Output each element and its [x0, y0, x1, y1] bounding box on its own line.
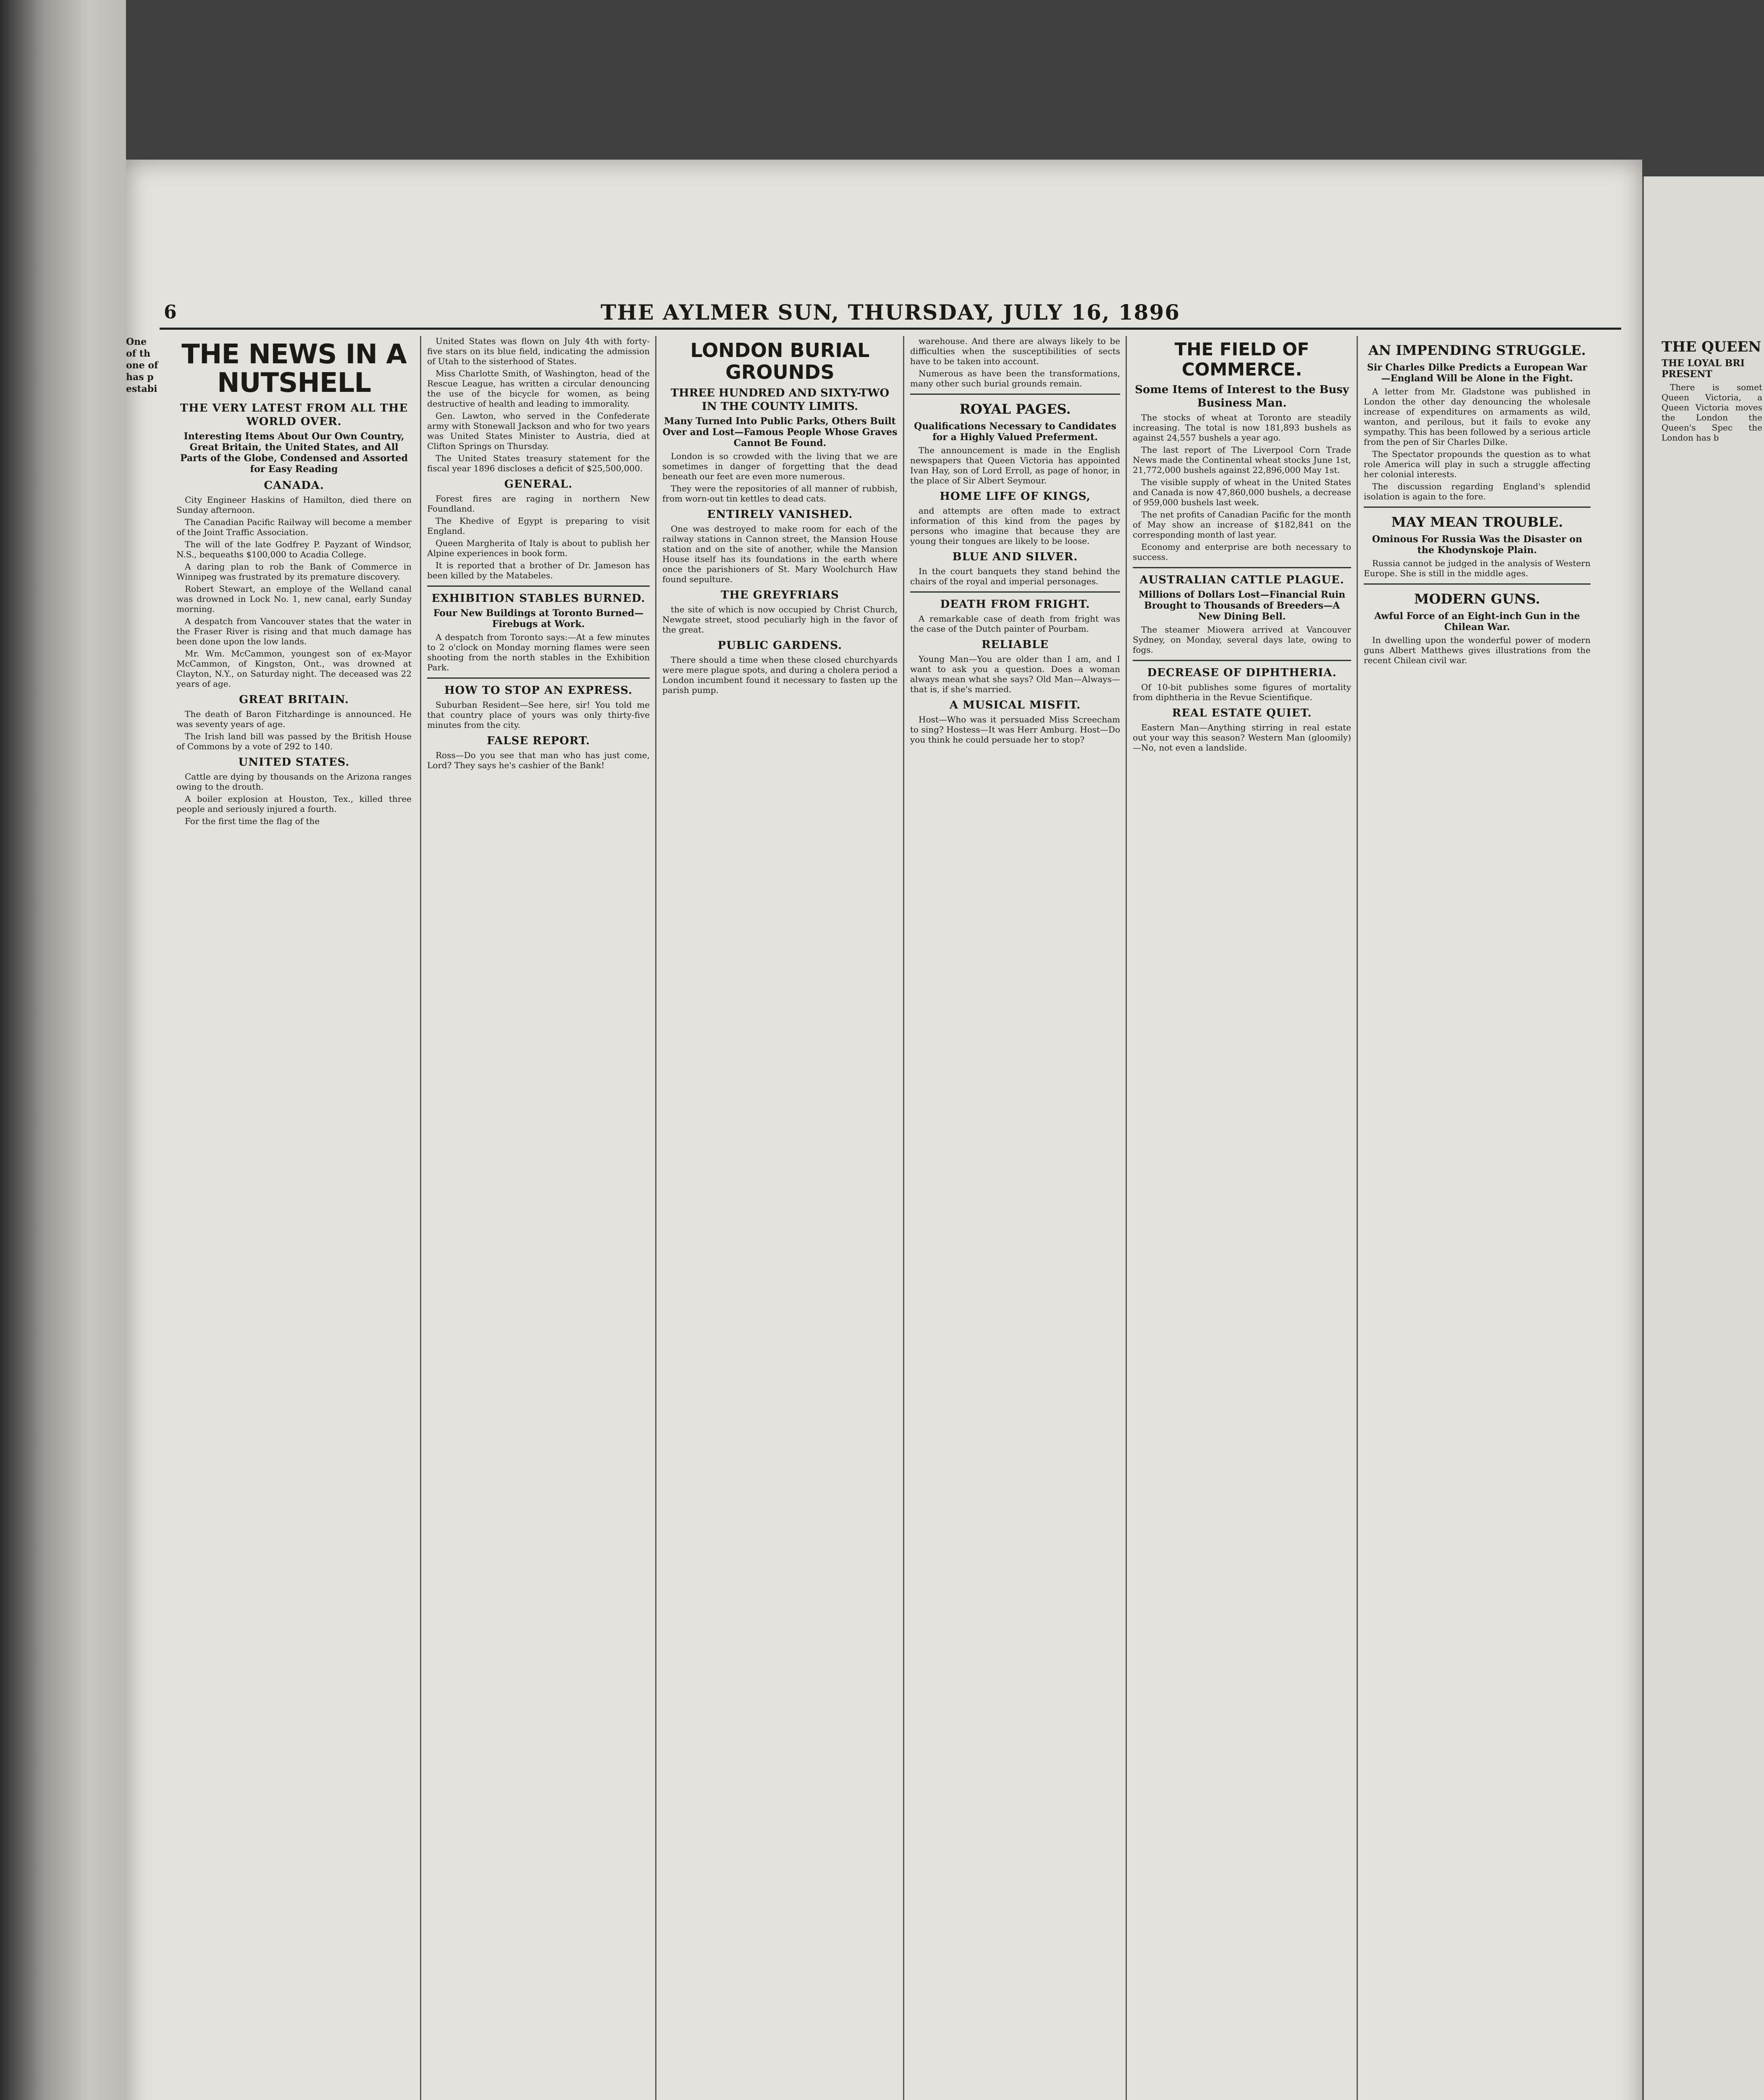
section-public-gardens: PUBLIC GARDENS. [717, 639, 843, 652]
divider [1133, 567, 1351, 568]
london-burial-headline: LONDON BURIAL GROUNDS [690, 339, 870, 383]
column-field-commerce [1126, 336, 1357, 2100]
fragment-line: One [126, 336, 147, 347]
divider [427, 585, 650, 587]
paragraph: A remarkable case of death from fright was the case of the Dutch painter of Pourbam. [910, 614, 1120, 634]
paragraph: and attempts are often made to extract information of this kind from the pages by persons who imagine that because they are young their tongues are likely to be loose. [910, 506, 1120, 546]
field-commerce-headline: THE FIELD OF COMMERCE. [1174, 339, 1310, 380]
paragraph: the site of which is now occupied by Christ Church, Newgate street, stood peculiarly high in the favor of the great. [662, 604, 898, 635]
section-blue-silver: BLUE AND SILVER. [952, 551, 1078, 563]
paragraph: For the first time the flag of the [185, 816, 320, 826]
paragraph: Young Man—You are older than I am, and I want to ask you a question. Does a woman always mean what she says? Old Man—Always—that is, if she's married. [910, 654, 1120, 694]
impending-struggle-deck: Sir Charles Dilke Predicts a European War—England Will be Alone in the Fight. [1367, 362, 1588, 384]
paragraph: The visible supply of wheat in the United States and Canada is now 47,860,000 bushels, a decrease of 959,000 bushels last week. [1133, 477, 1351, 507]
fragment-line: one of [126, 360, 158, 371]
paragraph: The United States treasury statement for the fiscal year 1896 discloses a deficit of $25,500,000. [427, 453, 650, 473]
paragraph: Economy and enterprise are both necessary to success. [1133, 542, 1351, 562]
paragraph: A daring plan to rob the Bank of Commerce in Winnipeg was frustrated by its premature discovery. [176, 562, 412, 582]
paragraph: warehouse. And there are always likely to be difficulties when the susceptibilities of sects have to be taken into account. [910, 336, 1120, 366]
the-queen-headline: THE QUEEN [1662, 339, 1761, 355]
paragraph: Russia cannot be judged in the analysis of Western Europe. She is still in the middle ages. [1364, 558, 1591, 578]
the-queen-deck: THE LOYAL BRI PRESENT [1662, 358, 1745, 380]
paragraph: The stocks of wheat at Toronto are steadily increasing. The total is now 181,893 bushels as against 24,557 bushels a year ago. [1133, 412, 1351, 443]
paragraph: The last report of The Liverpool Corn Trade News made the Continental wheat stocks June 1st, 21,772,000 bushels against 22,896,000 May 1st. [1133, 445, 1351, 475]
paragraph: A despatch from Vancouver states that the water in the Fraser River is rising and that much damage has been done upon the low lands. [176, 616, 412, 646]
royal-pages-deck: Qualifications Necessary to Candidates for a Highly Valued Preferment. [914, 421, 1116, 443]
paragraph: Numerous as have been the transformations, many other such burial grounds remain. [910, 368, 1120, 388]
paragraph: It is reported that a brother of Dr. Jameson has been killed by the Matabeles. [427, 560, 650, 580]
paragraph: In dwelling upon the wonderful power of modern guns Albert Matthews gives illustrations from the recent Chilean civil war. [1364, 635, 1591, 665]
trouble-deck: Ominous For Russia Was the Disaster on the Khodynskoje Plain. [1372, 534, 1583, 556]
paragraph: The Irish land bill was passed by the British House of Commons by a vote of 292 to 140. [176, 731, 412, 751]
london-burial-subdeck: Many Turned Into Public Parks, Others Built Over and Lost—Famous People Whose Graves Cannot Be Found. [662, 416, 898, 449]
paragraph: The will of the late Godfrey P. Payzant of Windsor, N.S., bequeaths $100,000 to Acadia College. [176, 539, 412, 559]
page-number: 6 [164, 302, 177, 323]
divider [910, 394, 1120, 395]
paragraph: Queen Margherita of Italy is about to publish her Alpine experiences in book form. [427, 538, 650, 558]
paragraph: Of 10-bit publishes some figures of mortality from diphtheria in the Revue Scientifique. [1133, 682, 1351, 702]
field-commerce-deck: Some Items of Interest to the Busy Business Man. [1135, 383, 1349, 410]
column-london-burial [655, 336, 903, 2100]
paragraph: United States was flown on July 4th with forty-five stars on its blue field, indicating the admission of Utah to the sisterhood of States. [427, 336, 650, 366]
paragraph: Miss Charlotte Smith, of Washington, head of the Rescue League, has written a circular denouncing the use of the bicycle for women, as being destructive of health and leading to immorality. [427, 368, 650, 409]
paragraph: The Canadian Pacific Railway will become a member of the Joint Traffic Association. [176, 517, 412, 537]
section-may-mean-trouble: MAY MEAN TROUBLE. [1391, 514, 1563, 530]
paragraph: The Khedive of Egypt is preparing to visit England. [427, 516, 650, 536]
column-impending-struggle [1357, 336, 1596, 2100]
column-royal-pages [903, 336, 1126, 2100]
paragraph: London is so crowded with the living that we are sometimes in danger of forgetting that the dead beneath our feet are even more numerous. [662, 451, 898, 481]
section-exhibition-stables: EXHIBITION STABLES BURNED. [431, 592, 646, 605]
section-general: GENERAL. [504, 478, 573, 491]
paragraph: City Engineer Haskins of Hamilton, died there on Sunday afternoon. [176, 495, 412, 515]
divider [910, 591, 1120, 593]
divider [1133, 660, 1351, 661]
section-modern-guns: MODERN GUNS. [1414, 591, 1540, 607]
section-false-report: FALSE REPORT. [487, 735, 590, 747]
paragraph: Forest fires are raging in northern New Foundland. [427, 494, 650, 514]
paragraph: Ross—Do you see that man who has just come, Lord? They says he's cashier of the Bank! [427, 750, 650, 770]
paragraph: Eastern Man—Anything stirring in real estate out your way this season? Western Man (gloomily)—No, not even a landslide. [1133, 722, 1351, 753]
column-the-queen [1659, 336, 1764, 2100]
divider [1364, 507, 1591, 508]
section-greyfriars: THE GREYFRIARS [721, 589, 839, 601]
section-great-britain: GREAT BRITAIN. [239, 693, 349, 706]
section-diphtheria: DECREASE OF DIPHTHERIA. [1147, 667, 1337, 679]
section-musical-misfit: A MUSICAL MISFIT. [949, 699, 1081, 711]
section-cattle-plague: AUSTRALIAN CATTLE PLAGUE. [1139, 574, 1344, 586]
paragraph: One was destroyed to make room for each of the railway stations in Cannon street, the Mansion House station and on the site of another, while the Mansion House itself has its foundations in the earth where once the parishioners of St. Mary Woolchurch Haw found sepulture. [662, 524, 898, 584]
london-burial-deck: THREE HUNDRED AND SIXTY-TWO IN THE COUNTY LIMITS. [670, 387, 890, 413]
paragraph: There should a time when these closed churchyards were mere plague spots, and during a cholera period a London incumbent found it necessary to fasten up the parish pump. [662, 655, 898, 695]
binding-margin [0, 0, 126, 2100]
column-continued-news [420, 336, 656, 2100]
paragraph: The death of Baron Fitzhardinge is announced. He was seventy years of age. [176, 709, 412, 729]
section-death-fright: DEATH FROM FRIGHT. [940, 598, 1090, 611]
paragraph: The announcement is made in the English newspapers that Queen Victoria has appointed Ivan Hay, son of Lord Erroll, as page of honor, in the place of Sir Albert Seymour. [910, 445, 1120, 486]
paragraph: The discussion regarding England's splendid isolation is again to the fore. [1364, 481, 1591, 501]
paragraph: The Spectator propounds the question as to what role America will play in such a struggle affecting her colonial interests. [1364, 449, 1591, 479]
paragraph: Gen. Lawton, who served in the Confederate army with Stonewall Jackson and who for two years was United States Minister to Austria, died at Clifton Springs on Thursday. [427, 411, 650, 451]
section-real-estate: REAL ESTATE QUIET. [1172, 707, 1312, 719]
paragraph: Robert Stewart, an employe of the Welland canal was drowned in Lock No. 1, new canal, early Sunday morning. [176, 584, 412, 614]
paragraph: There is somet Queen Victoria, a Queen Victoria moves the London the Queen's Spec the London has b [1662, 382, 1762, 443]
folio-line: THE AYLMER SUN, THURSDAY, JULY 16, 1896 [601, 300, 1180, 325]
section-home-life: HOME LIFE OF KINGS, [940, 490, 1091, 503]
section-united-states: UNITED STATES. [238, 756, 350, 769]
paragraph: Host—Who was it persuaded Miss Screecham to sing? Hostess—It was Herr Amburg. Host—Do you think he could persuade her to stop? [910, 714, 1120, 745]
section-reliable: RELIABLE [981, 638, 1049, 651]
section-stop-express: HOW TO STOP AN EXPRESS. [444, 684, 633, 697]
column-news-nutshell [176, 336, 417, 2100]
paragraph: The net profits of Canadian Pacific for the month of May show an increase of $182,841 on the corresponding month of last year. [1133, 509, 1351, 540]
paragraph: In the court banquets they stand behind the chairs of the royal and imperial personages. [910, 566, 1120, 586]
left-fragment [126, 336, 164, 395]
paragraph: Cattle are dying by thousands on the Arizona ranges owing to the drouth. [176, 772, 412, 792]
paragraph: Suburban Resident—See here, sir! You told me that country place of yours was only thirty-five minutes from the city. [427, 700, 650, 730]
news-nutshell-deck: THE VERY LATEST FROM ALL THE WORLD OVER. [180, 402, 408, 428]
section-royal-pages: ROYAL PAGES. [959, 401, 1071, 417]
stables-deck: Four New Buildings at Toronto Burned—Firebugs at Work. [433, 608, 644, 630]
fragment-line: has p [126, 372, 154, 383]
paragraph: Mr. Wm. McCammon, youngest son of ex-Mayor McCammon, of Kingston, Ont., was drowned at Clayton, N.Y., on Saturday night. The deceased was 22 years of age. [176, 648, 412, 689]
paragraph: A despatch from Toronto says:—At a few minutes to 2 o'clock on Monday morning flames were seen shooting from the north stables in the Exhibition Park. [427, 632, 650, 672]
fragment-line: estabi [126, 383, 158, 394]
cattle-plague-deck: Millions of Dollars Lost—Financial Ruin Brought to Thousands of Breeders—A New Dining Bell. [1138, 589, 1346, 622]
paragraph: The steamer Miowera arrived at Vancouver Sydney, on Monday, several days late, owing to fogs. [1133, 625, 1351, 655]
section-entirely-vanished: ENTIRELY VANISHED. [707, 508, 853, 521]
section-canada: CANADA. [264, 479, 324, 492]
paragraph: A letter from Mr. Gladstone was published in London the other day denouncing the wholesale increase of expenditures on armaments as wild, wanton, and perilous, but it fails to evoke any sympathy. This has been followed by a serious article from the pen of Sir Charles Dilke. [1364, 386, 1591, 447]
paragraph: A boiler explosion at Houston, Tex., killed three people and seriously injured a fourth. [176, 794, 412, 814]
news-nutshell-headline: THE NEWS IN A NUTSHELL [181, 339, 407, 399]
fragment-line: of th [126, 348, 150, 359]
divider [427, 677, 650, 679]
news-nutshell-subdeck: Interesting Items About Our Own Country, Great Britain, the United States, and All Parts of the Globe, Condensed and Assorted for Easy Reading [180, 431, 408, 475]
masthead-row [160, 294, 1621, 330]
paragraph: They were the repositories of all manner of rubbish, from worn-out tin kettles to dead cats. [662, 483, 898, 504]
modern-guns-deck: Awful Force of an Eight-inch Gun in the Chilean War. [1374, 611, 1580, 633]
impending-struggle-headline: AN IMPENDING STRUGGLE. [1368, 342, 1586, 358]
divider [1364, 583, 1591, 585]
